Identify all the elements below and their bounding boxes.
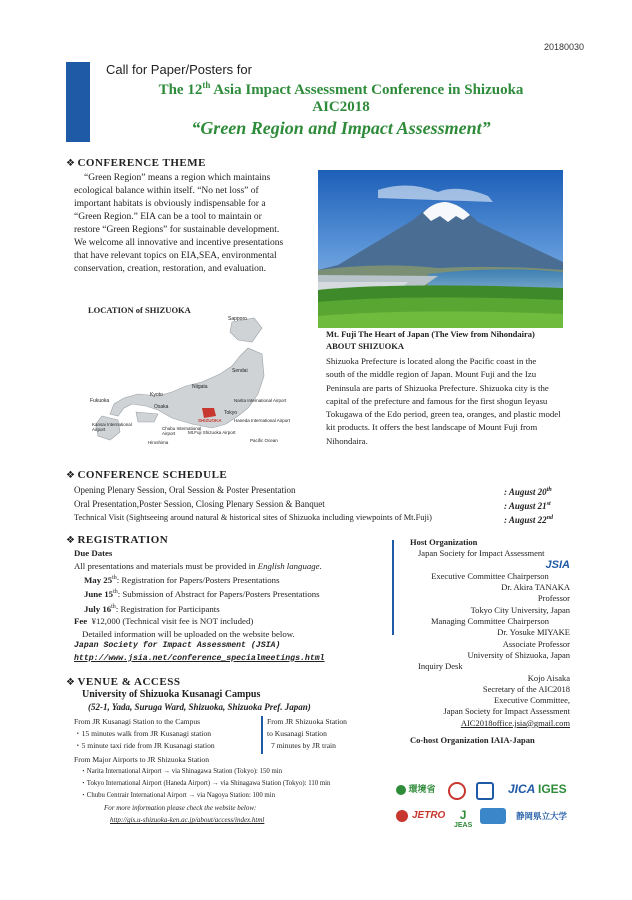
manage-affiliation: University of Shizuoka, Japan [467,649,570,660]
diamond-bullet-icon: ❖ [66,535,76,546]
society-name: Japan Society for Impact Assessment (JSIA) [74,641,281,651]
theme-line: We welcome all innovative and incentive presentations [74,238,284,248]
about-line: Peninsula are parts of Shizuoka Prefecture. Shizuoka city is the [326,382,549,393]
schedule-row [74,497,574,511]
host-heading: Host Organization [410,537,478,547]
emblem-icon [480,808,506,824]
theme-heading: ❖ CONFERENCE THEME [66,157,206,169]
diamond-bullet-icon: ❖ [66,677,76,688]
shizuoka-line: 7 minutes by JR train [271,741,336,750]
exec-name: Dr. Akira TANAKA [501,582,570,593]
about-text [326,355,566,448]
map-label-shizuoka: SHIZUOKA [198,418,222,423]
theme-text [74,172,314,276]
theme-line: “Green Region.” EIA can be a tool to maintain or [74,212,262,222]
call-for-papers-line: Call for Paper/Posters for [106,62,252,77]
about-line: Tokugawa of the Edo period, green tea, oranges, and plastic model [326,409,561,420]
schedule-date: : August 22nd [504,515,554,525]
map-label: Osaka [154,404,169,410]
airport-line: ・Narita International Airport → via Shinagawa Station (Tokyo): 150 min [80,768,283,775]
map-label: Sapporo [228,316,247,322]
schedule-heading: ❖ CONFERENCE SCHEDULE [66,469,228,481]
schedule-event: Technical Visit (Sightseeing around natural & historical sites of Shizuoka including viewpoints of Mt.Fuji) [74,513,432,522]
exec-role: Professor [537,593,570,604]
japan-location-map [62,312,307,454]
kusanagi-title: From JR Kusanagi Station to the Campus [74,717,201,726]
document-date: 20180030 [543,42,584,52]
inquiry-line: Executive Committee, [493,695,570,706]
map-label: Hiroshima [148,440,169,445]
inquiry-line: Kojo Aisaka [527,672,570,683]
theme-line: conservation, creation, restoration, and evaluation. [74,264,267,274]
kusanagi-line: ・5 minute taxi ride from JR Kusanagi station [74,741,215,750]
registration-intro: All presentations and materials must be provided in English language. [74,560,322,571]
airport-line: ・Tokyo International Airport (Haneda Airport) → via Shinagawa Station (Tokyo): 110 min [80,780,331,787]
cohost-line: Co-host Organization IAIA-Japan [410,735,535,746]
map-label: Mt.Fuji Shizuoka Airport [188,430,236,435]
theme-line: ecological balance within itself. “No net loss” of [74,186,259,196]
inquiry-title: Inquiry Desk [418,661,463,672]
kusanagi-access [74,716,259,752]
kusanagi-line: ・15 minutes walk from JR Kusanagi station [74,729,212,738]
manage-role: Associate Professor [502,638,570,649]
map-title: LOCATION of SHIZUOKA [88,305,191,315]
venue-address: (52-1, Yada, Suruga Ward, Shizuoka, Shizuoka Pref. Japan) [88,702,311,712]
map-label: Pacific Ocean [250,438,278,443]
registration-url-link[interactable]: http://www.jsia.net/conference_specialmeetings.html [74,653,325,663]
airport-line: ・Chubu Centrair International Airport → via Nagoya Station: 100 min [80,792,275,799]
inquiry-line: Japan Society for Impact Assessment [443,706,570,717]
more-info-line: For more information please check the website below: [104,804,257,812]
access-url-link[interactable]: http://gis.u-shizuoka-ken.ac.jp/about/access/index.html [110,816,265,824]
theme-line: important habitats is obviously indispensable for a [74,199,266,209]
about-line: Shizuoka Prefecture is located along the Pacific coast in the [326,356,537,366]
map-label: Kyoto [150,392,163,398]
exec-title: Executive Committee Chairperson [431,570,549,581]
map-label: Fukuoka [90,398,110,404]
shizuoka-access [267,716,392,752]
map-label: Chubu International Airport [162,426,202,436]
sponsor-logos [396,782,576,832]
university-logo: 静岡県立大学 [516,811,568,821]
diamond-bullet-icon: ❖ [66,470,76,481]
moe-logo: 環境省 [396,782,436,795]
about-line: kit products. It offers the best landscape of Mount Fuji from [326,422,538,433]
host-organization [410,537,570,746]
schedule-event: Opening Plenary Session, Oral Session & Poster Presentation [74,485,296,495]
host-org-name: Japan Society for Impact Assessment [418,548,545,559]
about-heading: ABOUT SHIZUOKA [326,341,405,351]
registration-heading: ❖ REGISTRATION [66,534,169,546]
access-divider [261,716,263,754]
jetro-logo: JETRO [412,810,446,821]
inquiry-email-link[interactable]: AIC2018office.jsia@gmail.com [460,717,570,728]
inquiry-line: Secretary of the AIC2018 [482,683,570,694]
about-line: capital of the prefecture and famous for the first shogun Ieyasu [326,395,548,406]
schedule-row [74,483,574,497]
theme-line: that have relevant topics on EIA,SEA, environmental [74,251,277,261]
schedule-table [74,483,574,525]
about-line: south of the middle region of Japan. Mount Fuji and the Izu [326,369,537,380]
emblem-icon [476,782,494,800]
theme-line: restore “Green Regions” for sustainable development. [74,225,280,235]
jica-logo: JICA [508,782,536,796]
fee-line: Fee ¥12,000 (Technical visit fee is NOT included) [74,616,254,627]
map-label: Haneda International Airport [234,418,291,423]
due-date-item: June 15th: Submission of Abstract for Papers/Posters Presentations [84,589,320,600]
emblem-icon [448,782,466,800]
shizuoka-line: to Kusanagi Station [267,729,327,738]
conference-abbreviation: AIC2018 [312,99,370,115]
map-label: Narita International Airport [234,398,287,403]
about-line: Nihondaira. [326,435,368,446]
venue-name: University of Shizuoka Kusanagi Campus [82,689,261,700]
manage-name: Dr. Yosuke MIYAKE [497,627,570,638]
exec-affiliation: Tokyo City University, Japan [470,604,570,615]
header-accent-bar [66,62,90,142]
detail-line: Detailed information will be uploaded on the website below. [82,628,295,639]
map-label: Tokyo [224,410,238,416]
manage-title: Managing Committee Chairperson [430,616,550,627]
photo-caption: Mt. Fuji The Heart of Japan (The View from Nihondaira) [326,329,535,339]
mt-fuji-photo [318,170,563,328]
map-label: Kansai International Airport [92,422,132,432]
schedule-row [74,511,574,525]
airports-title: From Major Airports to JR Shizuoka Station [74,755,210,764]
iges-logo: IGES [538,782,567,796]
schedule-event: Oral Presentation,Poster Session, Closing Plenary Session & Banquet [74,499,325,509]
shizuoka-title: From JR Shizuoka Station [267,717,347,726]
theme-line: “Green Region” means a region which maintains [84,173,271,183]
venue-heading: ❖ VENUE & ACCESS [66,676,181,688]
registration-body [74,547,392,665]
due-date-item: July 16th: Registration for Participants [84,603,220,614]
jeas-logo: J JEAS [454,808,473,829]
map-label: Niigata [192,384,208,390]
conference-title: The 12th Asia Impact Assessment Conference in Shizuoka [158,80,524,98]
schedule-date: : August 21st [504,501,551,511]
diamond-bullet-icon: ❖ [66,158,76,169]
airport-access [74,754,394,826]
host-divider [392,540,394,635]
emblem-icon [396,810,408,822]
schedule-date: : August 20th [504,487,552,497]
conference-theme-title: “Green Region and Impact Assessment” [191,118,491,138]
due-dates-title: Due Dates [74,548,113,558]
jsia-logo: JSIA [545,558,570,571]
map-label: Sendai [232,368,248,374]
due-date-item: May 25th: Registration for Papers/Posters Presentations [84,574,280,585]
